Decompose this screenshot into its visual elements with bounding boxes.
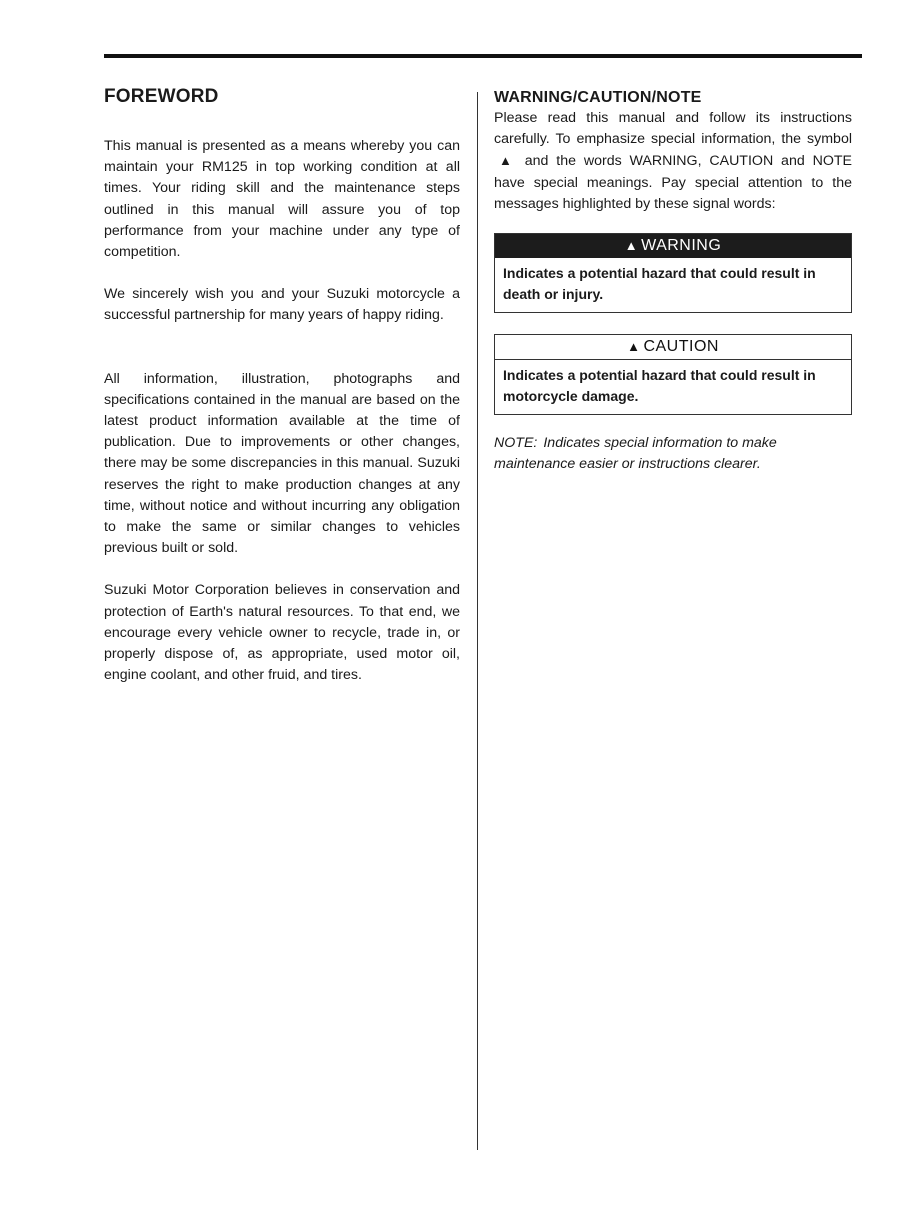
wcn-intro xyxy=(494,108,852,215)
column-divider xyxy=(477,92,478,1150)
wcn-intro-after: and the words WARNING, CAUTION and NOTE have special meanings. Pay special attention to the messages highlighted by these signal words: xyxy=(494,153,852,212)
note-label: NOTE: xyxy=(494,435,538,452)
wcn-title: WARNING/CAUTION/NOTE xyxy=(494,89,702,106)
warning-triangle-icon: ▲ xyxy=(624,238,639,254)
foreword-title: FOREWORD xyxy=(104,86,219,107)
warning-caution-note-column xyxy=(494,89,852,490)
warning-header xyxy=(495,234,851,258)
note-text: Indicates special information to make maintenance easier or instructions clearer. xyxy=(494,435,777,473)
foreword-paragraph-3: All information, illustration, photographs and specifications contained in the manual are based on the latest product information available at the time of publication. Due to improvements or other changes, there may be some discrepancies in this manual. Suzuki reserves the right to make production changes at any time, without notice and without incurring any obligation to make the same or similar changes to vehicles previous built or sold. xyxy=(104,370,460,557)
wcn-intro-before: Please read this manual and follow its instructions carefully. To emphasize special information, the symbol xyxy=(494,110,852,148)
warning-label: WARNING xyxy=(641,237,722,255)
foreword-paragraph-4: Suzuki Motor Corporation believes in conservation and protection of Earth's natural resources. To that end, we encourage every vehicle owner to recycle, trade in, or properly dispose of, as appropriate, used motor oil, engine coolant, and other fruid, and tires. xyxy=(104,582,460,684)
note-paragraph xyxy=(494,433,852,475)
caution-box xyxy=(494,334,852,415)
foreword-column xyxy=(104,86,460,686)
warning-triangle-icon: ▲ xyxy=(499,153,512,169)
caution-text: Indicates a potential hazard that could result in motorcycle damage. xyxy=(503,367,816,405)
caution-triangle-icon: ▲ xyxy=(627,339,641,355)
caution-label: CAUTION xyxy=(643,338,719,356)
foreword-paragraph-2: We sincerely wish you and your Suzuki motorcycle a successful partnership for many years of happy riding. xyxy=(104,286,460,324)
warning-box xyxy=(494,233,852,313)
warning-text: Indicates a potential hazard that could result in death or injury. xyxy=(503,265,816,303)
top-rule xyxy=(104,54,862,58)
caution-header xyxy=(495,335,851,360)
foreword-paragraph-1: This manual is presented as a means whereby you can maintain your RM125 in top working condition at all times. Your riding skill and the maintenance steps outlined in this manual will assure you of top performance from your machine under any type of competition. xyxy=(104,138,460,261)
